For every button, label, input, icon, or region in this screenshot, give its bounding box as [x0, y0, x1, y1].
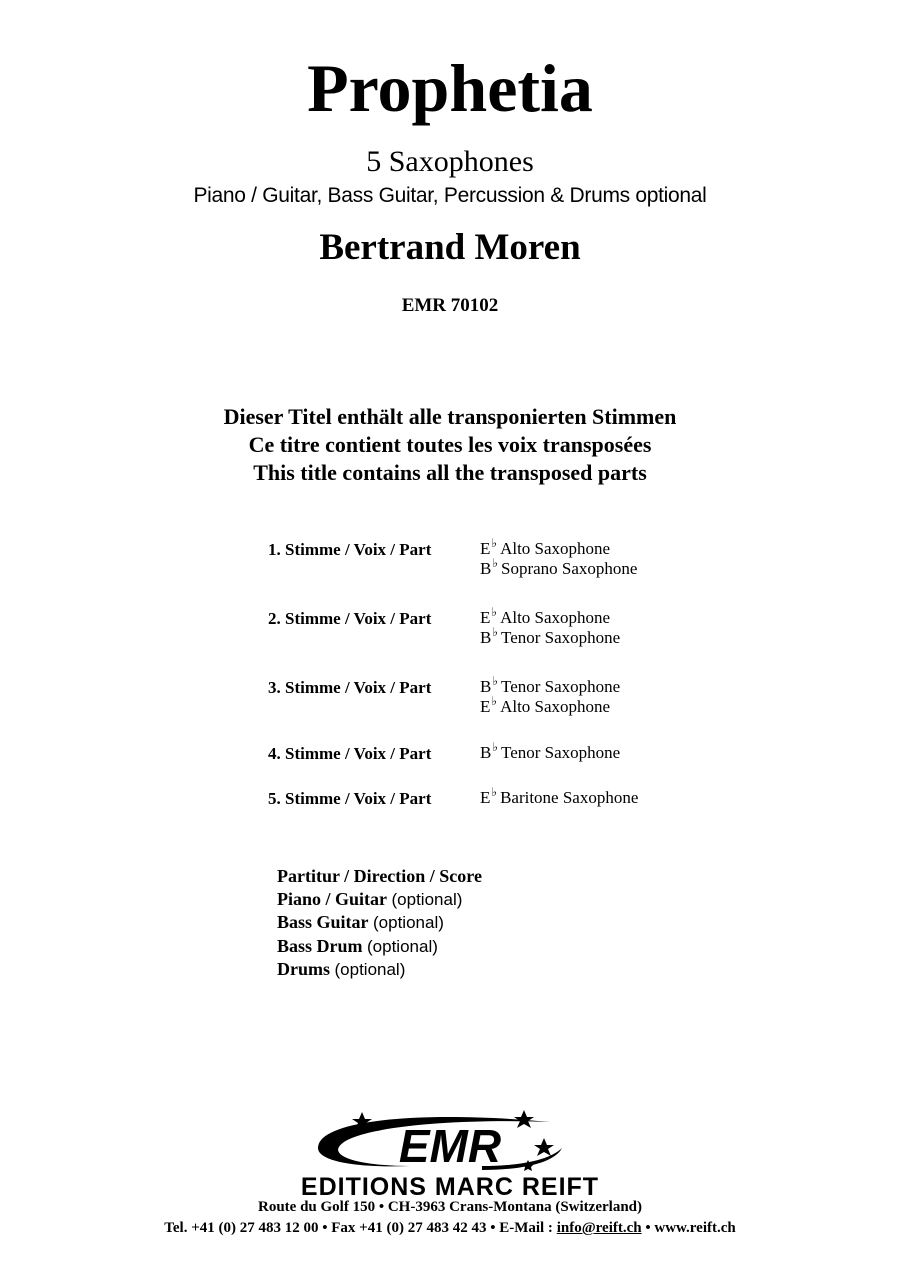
additional-parts-list — [277, 865, 482, 982]
flat-icon: ♭ — [492, 555, 499, 570]
star-icon — [514, 1110, 534, 1128]
part-instruments — [480, 785, 639, 809]
part-instruments — [480, 740, 621, 764]
logo-text: EMR — [398, 1120, 502, 1172]
instrument-line: E♭ Alto Saxophone — [480, 605, 611, 627]
piece-title: Prophetia — [307, 50, 593, 126]
instrument-line: B♭ Tenor Saxophone — [480, 624, 621, 647]
subtitle: 5 Saxophones — [366, 145, 534, 178]
part-instruments — [480, 605, 621, 648]
part-instruments — [480, 674, 621, 717]
flat-icon: ♭ — [492, 674, 499, 688]
email-link[interactable]: info@reift.ch — [556, 1220, 642, 1236]
flat-icon: ♭ — [491, 785, 498, 799]
flat-icon: ♭ — [491, 536, 498, 550]
part-label: 4. Stimme / Voix / Part — [268, 744, 432, 763]
catalog-number: EMR 70102 — [401, 295, 499, 316]
instrument-line: B♭ Tenor Saxophone — [480, 740, 621, 762]
notice-french: Ce titre contient toutes les voix transposées — [248, 432, 652, 457]
score-line: Partitur / Direction / Score — [277, 866, 482, 886]
instrument-line: B♭ Tenor Saxophone — [480, 674, 621, 696]
instrument-line: E♭ Alto Saxophone — [480, 693, 611, 716]
composer-name: Bertrand Moren — [319, 227, 581, 268]
part-label: 5. Stimme / Voix / Part — [268, 789, 432, 808]
flat-icon: ♭ — [492, 740, 499, 754]
instrument-line: B♭ Soprano Saxophone — [480, 555, 638, 578]
part-label: 3. Stimme / Voix / Part — [268, 678, 432, 697]
notice-english: This title contains all the transposed parts — [253, 460, 647, 485]
instrumentation: Piano / Guitar, Bass Guitar, Percussion & Drums optional — [193, 184, 707, 207]
flat-icon: ♭ — [492, 624, 499, 639]
transposed-parts-notice — [0, 403, 900, 487]
instrument-line: E♭ Alto Saxophone — [480, 536, 611, 558]
emr-logo — [300, 1100, 600, 1182]
publisher-name: EDITIONS MARC REIFT — [300, 1173, 600, 1201]
flat-icon: ♭ — [491, 693, 498, 708]
publisher-address: Route du Golf 150 • CH-3963 Crans-Montana (Switzerland) — [258, 1199, 642, 1215]
publisher-contact: Tel. +41 (0) 27 483 12 00 • Fax +41 (0) 27 483 42 43 • E-Mail : info@reift.ch • www.reift.ch — [164, 1220, 736, 1236]
notice-german: Dieser Titel enthält alle transponierten Stimmen — [223, 404, 677, 429]
part-label: 2. Stimme / Voix / Part — [268, 609, 432, 628]
extra-part-line: Piano / Guitar (optional) — [277, 888, 463, 909]
part-label: 1. Stimme / Voix / Part — [268, 540, 432, 559]
extra-part-line: Bass Guitar (optional) — [277, 912, 444, 933]
star-icon — [534, 1138, 554, 1156]
instrument-line: E♭ Baritone Saxophone — [480, 785, 639, 807]
part-instruments — [480, 536, 638, 579]
extra-part-line: Bass Drum (optional) — [277, 935, 438, 956]
extra-part-line: Drums (optional) — [277, 959, 406, 980]
flat-icon: ♭ — [491, 605, 498, 619]
